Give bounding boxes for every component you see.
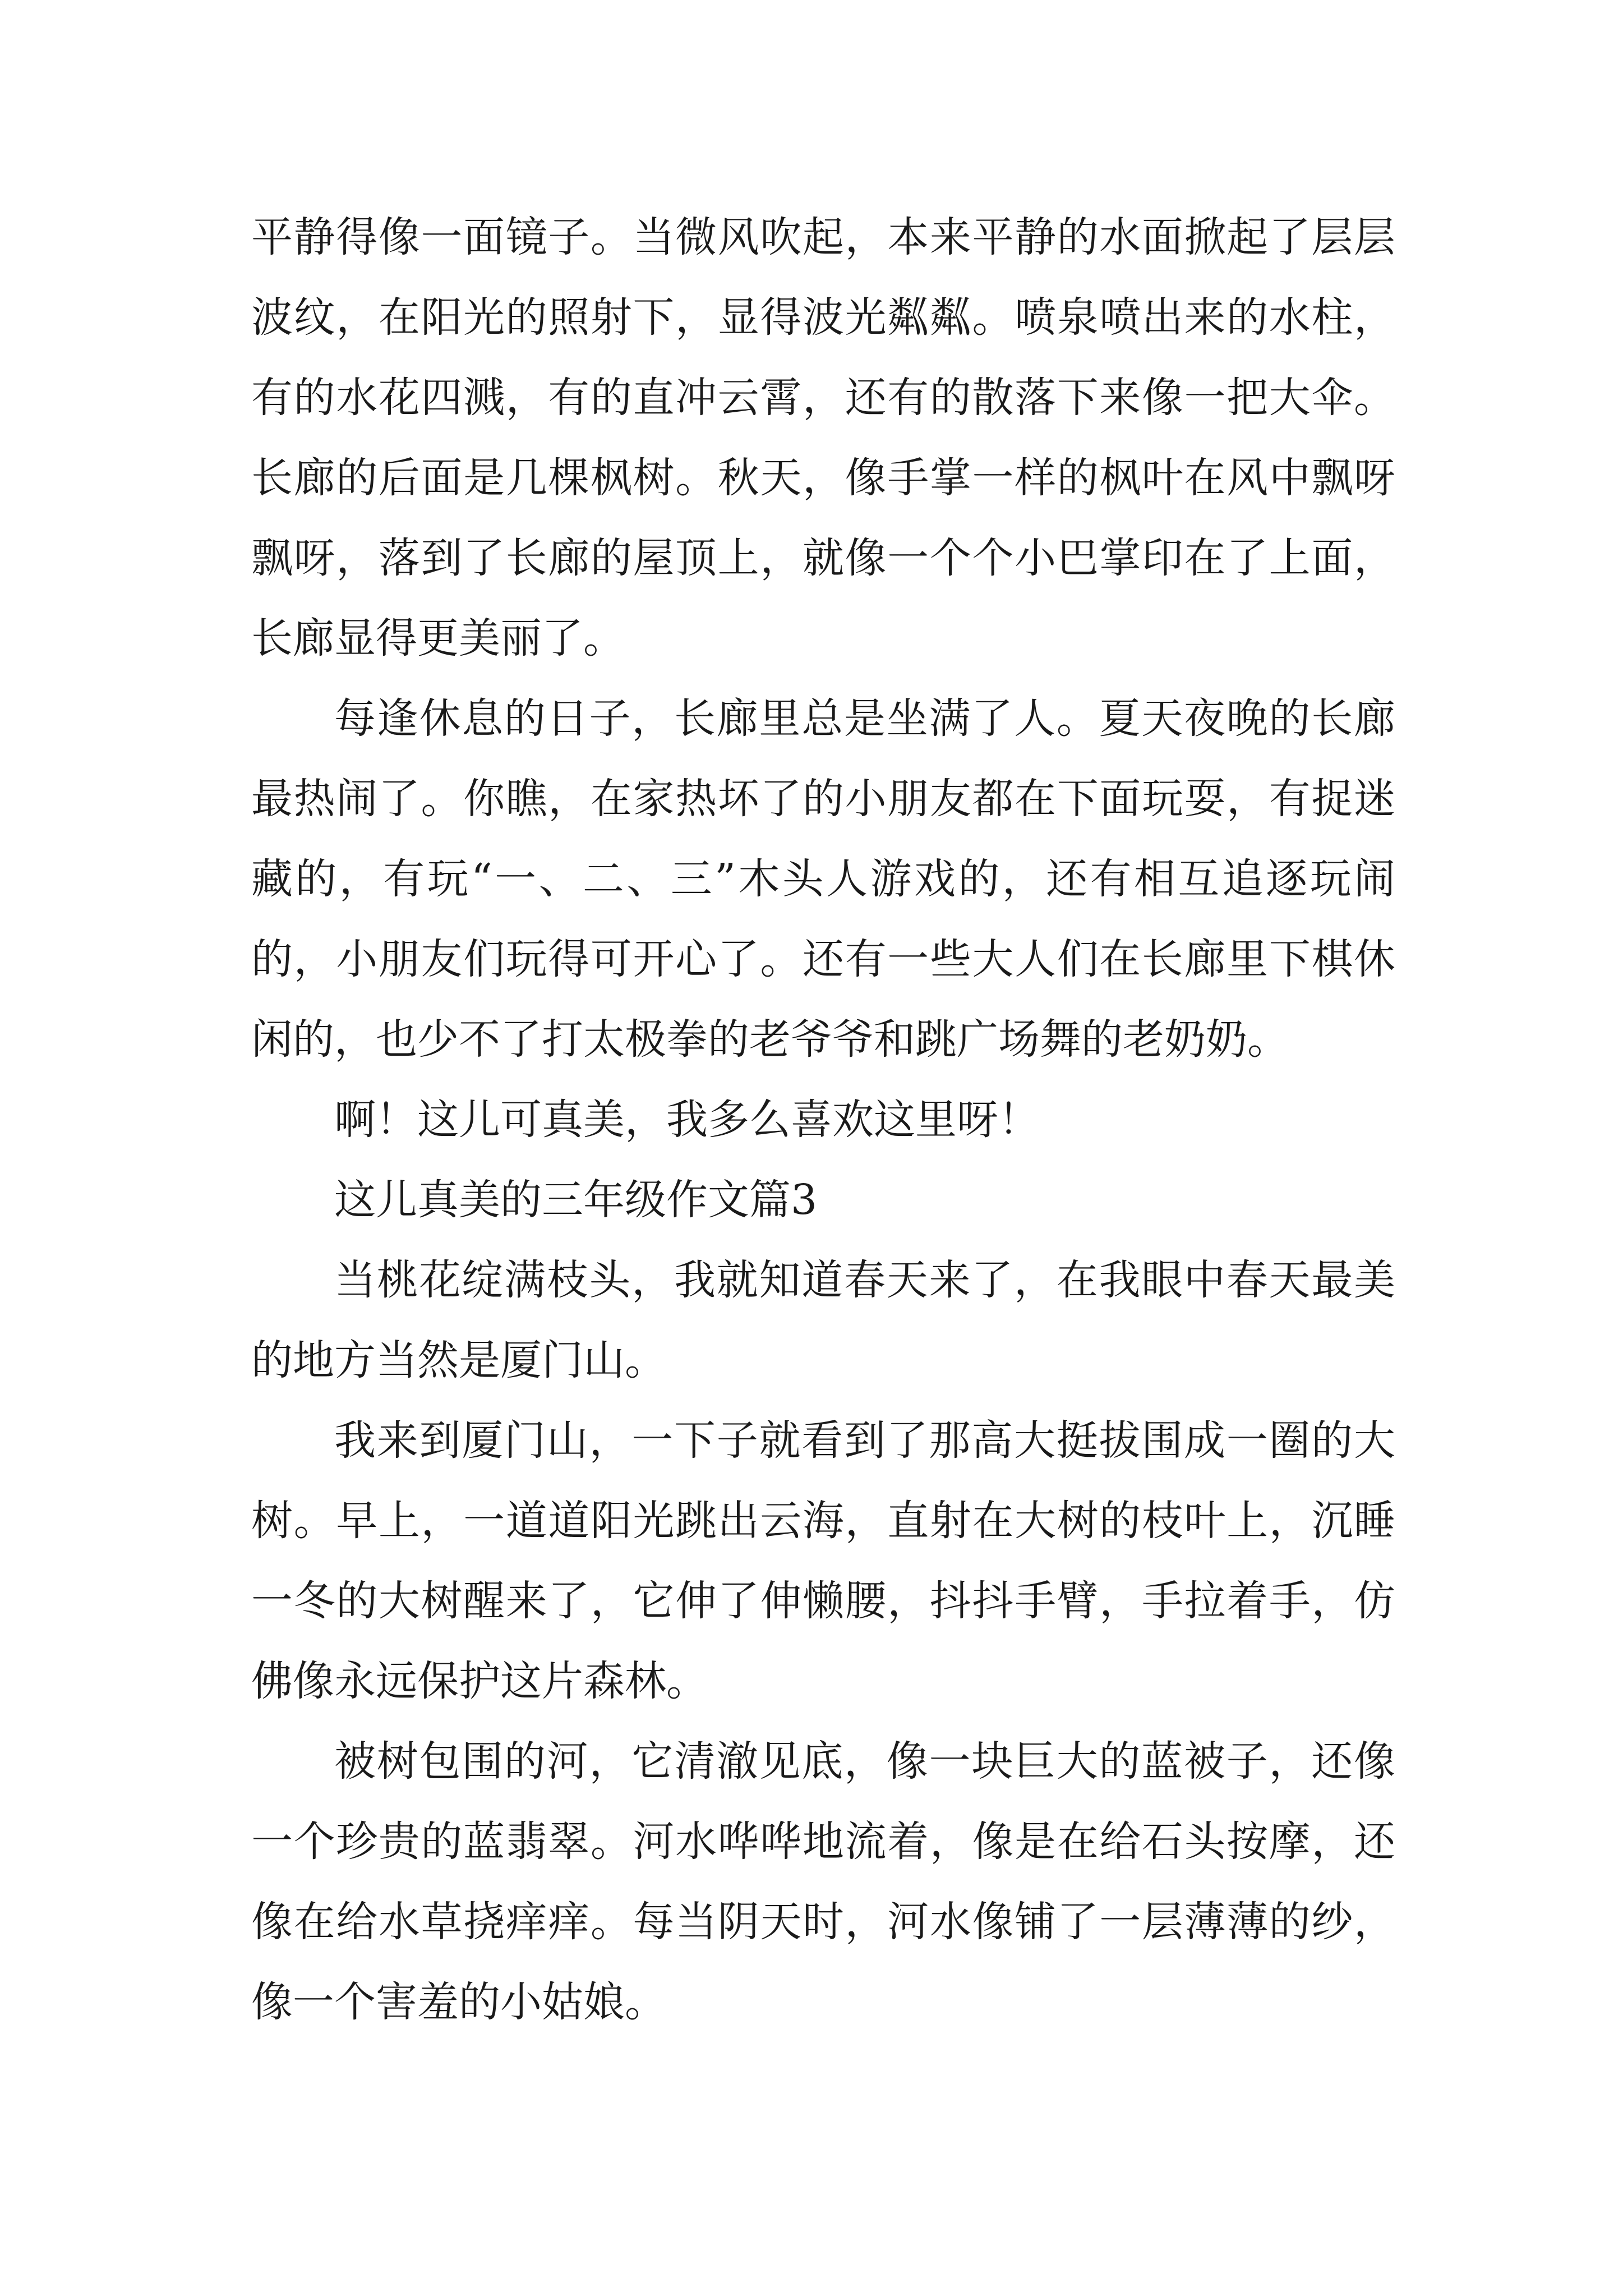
document-body [251, 197, 1395, 2042]
section-heading: 这儿真美的三年级作文篇3 [334, 1176, 818, 1224]
paragraph-river: 被树包围的河，它清澈见底，像一块巨大的蓝被子，还像一个珍贵的蓝翡翠。河水哗哗地流着，像是在给石头按摩，还像在给水草挠痒痒。每当阴天时，河水像铺了一层薄薄的纱，像一个害羞的小姑娘。 [251, 1737, 1395, 2026]
paragraph-trees: 我来到厦门山，一下子就看到了那高大挺拔围成一圈的大树。早上，一道道阳光跳出云海，直射在大树的枝叶上，沉睡一冬的大树醒来了，它伸了伸懒腰，抖抖手臂，手拉着手，仿佛像永远保护这片森林。 [251, 1416, 1395, 1705]
paragraph-corridor: 每逢休息的日子，长廊里总是坐满了人。夏天夜晚的长廊最热闹了。你瞧，在家热坏了的小朋友都在下面玩耍，有捉迷藏的，有玩“一、二、三”木头人游戏的，还有相互追逐玩闹的，小朋友们玩得可开心了。还有一些大人们在长廊里下棋休闲的，也少不了打太极拳的老爷爷和跳广场舞的老奶奶。 [251, 694, 1395, 1064]
paragraph-continued: 平静得像一面镜子。当微风吹起，本来平静的水面掀起了层层波纹，在阳光的照射下，显得波光粼粼。喷泉喷出来的水柱，有的水花四溅，有的直冲云霄，还有的散落下来像一把大伞。长廊的后面是几棵枫树。秋天，像手掌一样的枫叶在风中飘呀飘呀，落到了长廊的屋顶上，就像一个个小巴掌印在了上面，长廊显得更美丽了。 [251, 213, 1395, 662]
paragraph-spring: 当桃花绽满枝头，我就知道春天来了，在我眼中春天最美的地方当然是厦门山。 [251, 1256, 1395, 1384]
paragraph-exclamation: 啊！这儿可真美，我多么喜欢这里呀！ [334, 1096, 1040, 1144]
